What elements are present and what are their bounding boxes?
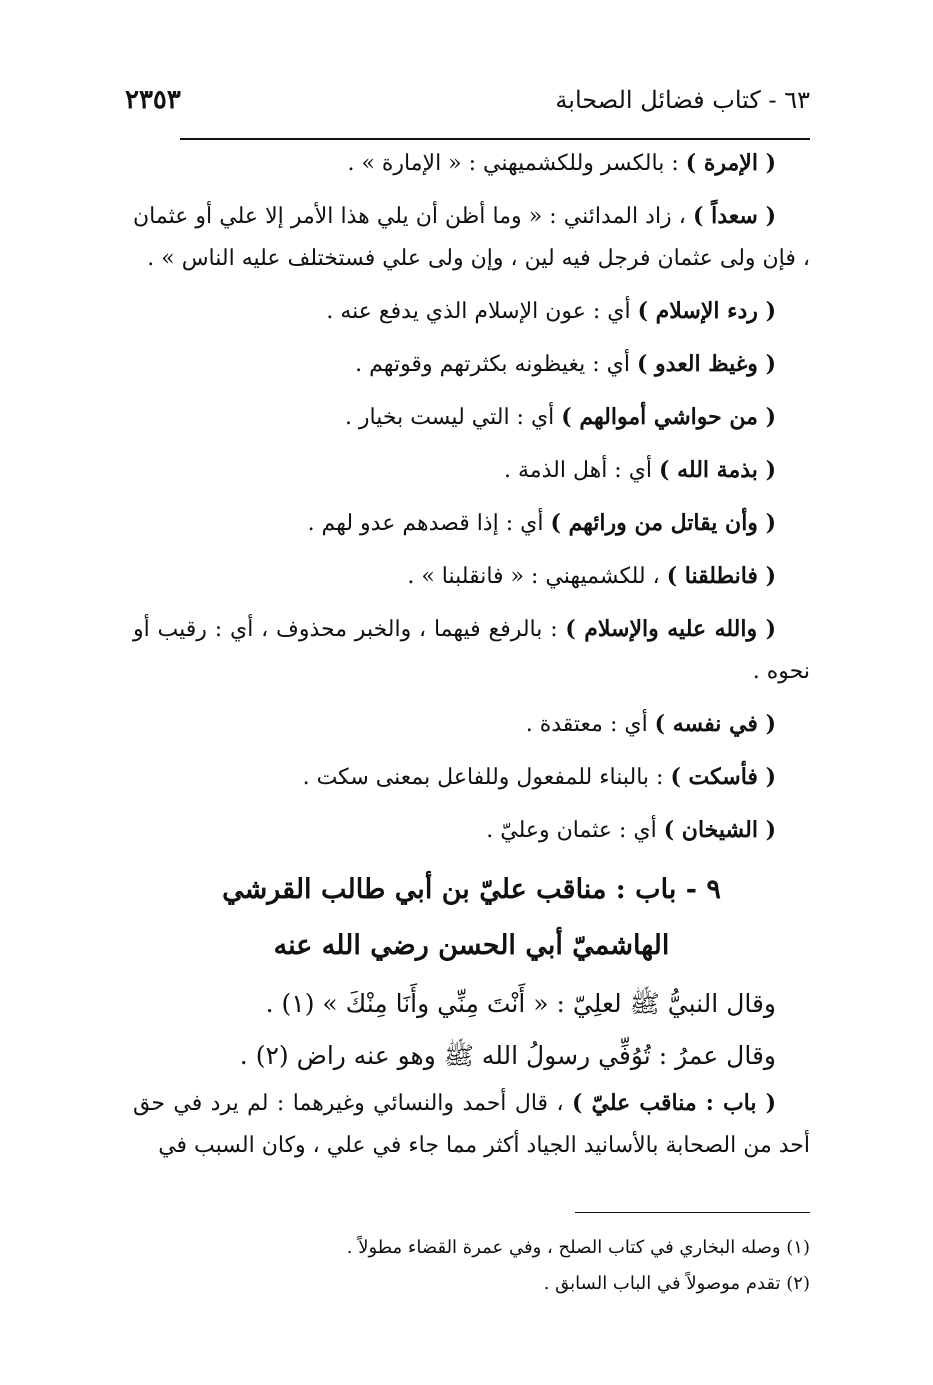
gloss-term: ( فانطلقنا ) [666, 563, 776, 589]
gloss-text: أي : أهل الذمة . [504, 458, 660, 483]
gloss-text: أي : التي ليست بخيار . [344, 405, 562, 430]
gloss-paragraph [133, 343, 810, 386]
gloss-text: ، زاد المدائني : « وما أظن أن يلي هذا الأمر إلا علي أو عثمان ، فإن ولى عثمان فرجل فيه لين ، وإن ولى علي فستختلف عليه الناس » . [133, 204, 810, 271]
gloss-paragraph [133, 756, 810, 799]
page-header [125, 78, 810, 122]
chapter-heading [133, 862, 810, 974]
gloss-term: ( وأن يقاتل من ورائهم ) [550, 510, 776, 536]
gloss-text: : بالرفع فيهما ، والخبر محذوف ، أي : رقيب أو نحوه . [133, 617, 810, 684]
footnote: (١) وصله البخاري في كتاب الصلح ، وفي عمرة القضاء مطولاً . [346, 1237, 810, 1258]
gloss-paragraph [133, 555, 810, 598]
gloss-paragraph [133, 502, 810, 545]
chapter-heading-line: ٩ - باب : مناقب عليّ بن أبي طالب القرشي [222, 874, 721, 905]
footnotes [133, 1230, 810, 1302]
chapter-heading-line: الهاشميّ أبي الحسن رضي الله عنه [273, 930, 670, 961]
gloss-text: ، قال أحمد والنسائي وغيرهما : لم يرد في حق أحد من الصحابة بالأسانيد الجياد أكثر مما جاء في علي ، وكان السبب في [133, 1091, 810, 1158]
footnote-rule [575, 1212, 810, 1213]
gloss-term: ( الشيخان ) [663, 817, 776, 843]
gloss-text: أي : عثمان وعليّ . [486, 818, 664, 843]
header-rule [180, 138, 810, 140]
gloss-term: ( بذمة الله ) [659, 457, 776, 483]
gloss-paragraph [133, 290, 810, 333]
gloss-term: ( ردء الإسلام ) [637, 298, 776, 324]
gloss-term: ( الإمرة ) [685, 150, 776, 176]
hadith-line: وقال عمرُ : تُوُفِّي رسولُ الله ﷺ وهو عنه راض (٢) . [239, 1041, 776, 1070]
gloss-paragraph [133, 142, 810, 185]
footnote: (٢) تقدم موصولاً في الباب السابق . [543, 1273, 810, 1294]
hadith-line: وقال النبيُّ ﷺ لعلِيّ : « أَنْتَ مِنِّي وأَنَا مِنْكَ » (١) . [265, 989, 776, 1018]
gloss-term: ( من حواشي أموالهم ) [561, 404, 776, 430]
gloss-text: : بالكسر وللكشميهني : « الإمارة » . [347, 151, 686, 176]
gloss-term: ( والله عليه والإسلام ) [565, 616, 776, 642]
gloss-paragraph [133, 195, 810, 280]
gloss-term: ( وغيظ العدو ) [636, 351, 776, 377]
gloss-text: أي : يغيظونه بكثرتهم وقوتهم . [355, 352, 637, 377]
gloss-paragraph [133, 449, 810, 492]
gloss-paragraph [133, 608, 810, 693]
gloss-text: ، للكشميهني : « فانقلبنا » . [407, 564, 667, 589]
gloss-paragraph [133, 809, 810, 852]
gloss-paragraph [133, 396, 810, 439]
gloss-term: ( في نفسه ) [654, 711, 776, 737]
gloss-text: : بالبناء للمفعول وللفاعل بمعنى سكت . [302, 765, 671, 790]
main-text [133, 142, 810, 1167]
gloss-text: أي : معتقدة . [525, 712, 655, 737]
commentary-paragraph [133, 1082, 810, 1167]
gloss-paragraph [133, 703, 810, 746]
gloss-term: ( باب : مناقب عليّ ) [572, 1090, 776, 1116]
page-number: ٢٣٥٣ [125, 85, 181, 115]
gloss-term: ( سعداً ) [692, 203, 776, 229]
gloss-text: أي : عون الإسلام الذي يدفع عنه . [326, 299, 638, 324]
gloss-term: ( فأسكت ) [670, 764, 776, 790]
running-title: ٦٣ - كتاب فضائل الصحابة [555, 86, 810, 114]
gloss-text: أي : إذا قصدهم عدو لهم . [307, 511, 551, 536]
